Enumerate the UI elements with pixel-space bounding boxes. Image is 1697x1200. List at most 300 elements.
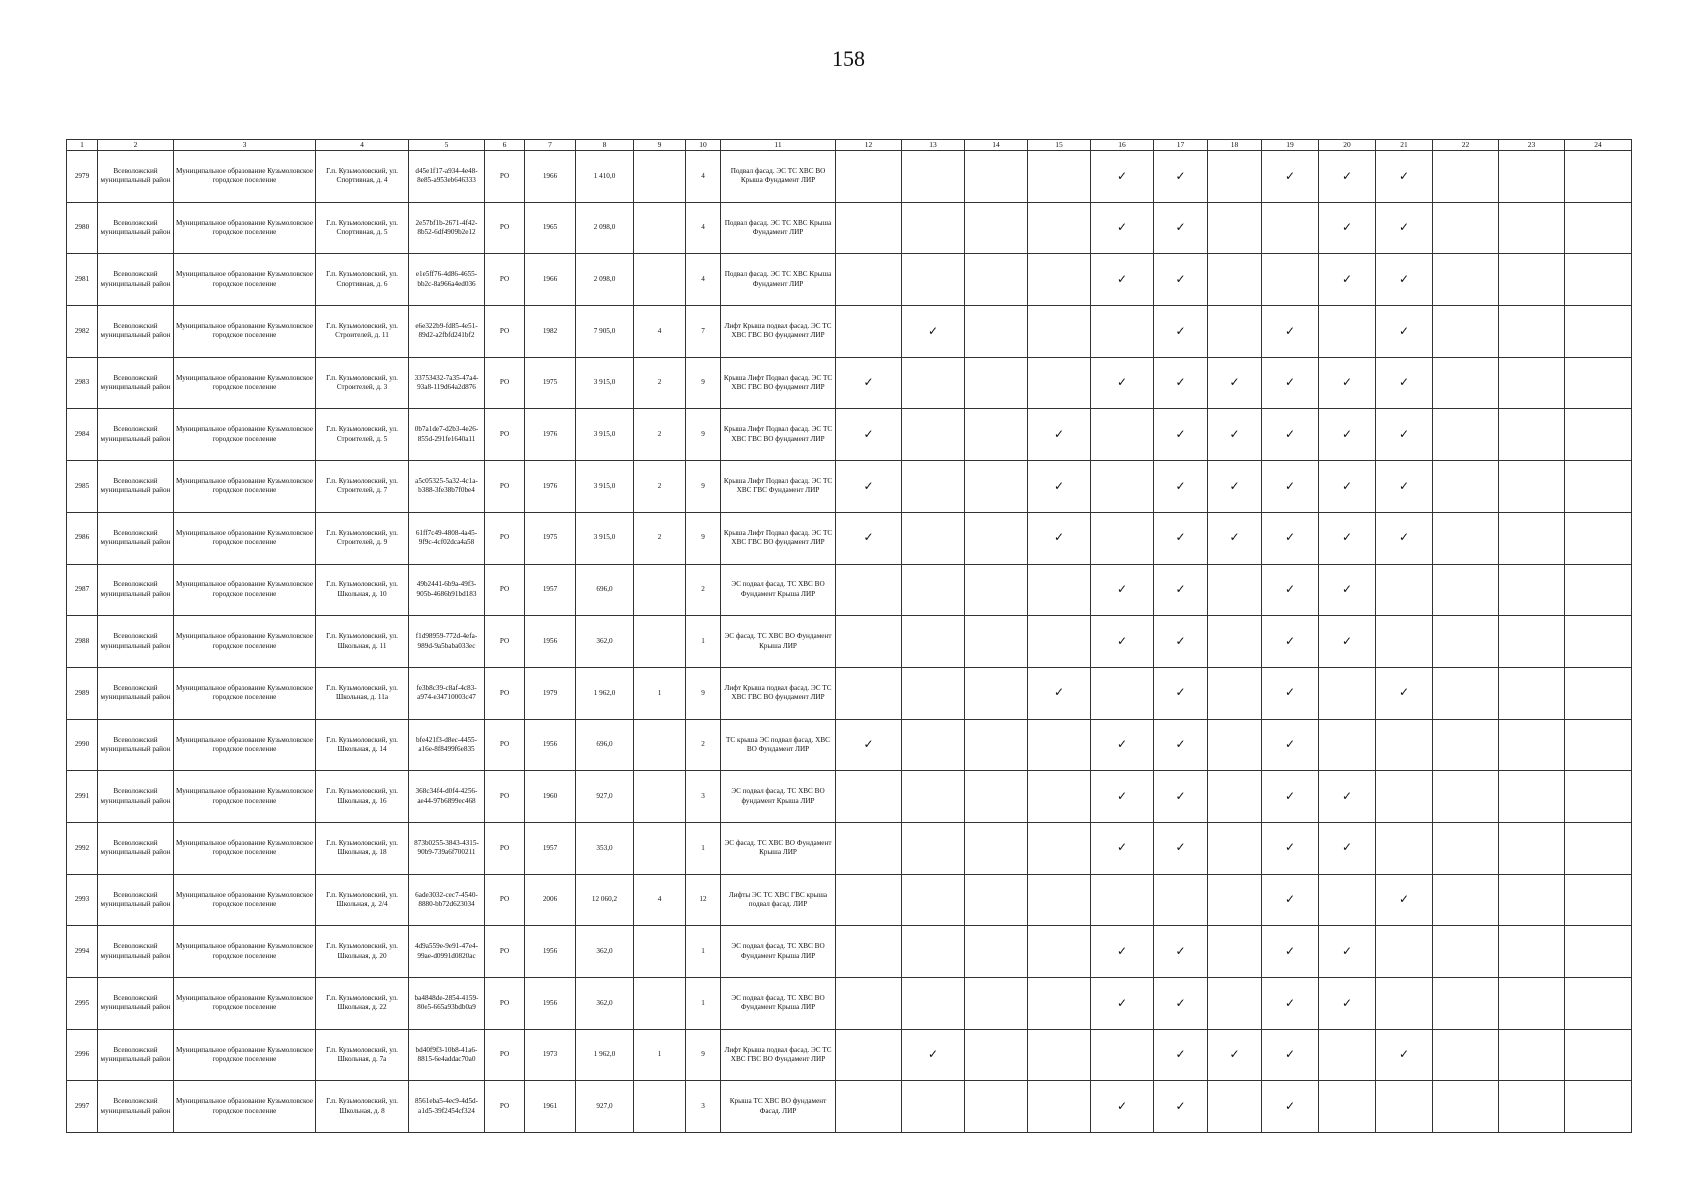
empty-cell [1433,151,1499,203]
row-number-cell: 2994 [67,926,98,978]
empty-cell [1376,564,1433,616]
empty-cell [1433,1081,1499,1133]
empty-cell [836,564,902,616]
empty-cell [1028,1029,1091,1081]
empty-cell [1565,667,1632,719]
district-cell: Всеволожский муниципальный район [98,926,174,978]
empty-cell [836,1029,902,1081]
empty-cell [1208,151,1262,203]
empty-cell [1433,874,1499,926]
area-cell: 927,0 [576,771,634,823]
table-row [67,564,1632,616]
elevators-cell [634,202,686,254]
district-cell: Всеволожский муниципальный район [98,978,174,1030]
empty-cell [1565,771,1632,823]
works-description-cell: Лифт Крыша подвал фасад. ЭС ТС ХВС ГВС ВО фундамент ЛИР [721,306,836,358]
empty-cell [1499,667,1565,719]
column-header-10: 10 [686,140,721,151]
year-cell: 1956 [525,616,576,668]
floors-cell: 9 [686,667,721,719]
type-cell: РО [485,512,525,564]
row-number-cell: 2986 [67,512,98,564]
type-cell: РО [485,564,525,616]
table-row [67,202,1632,254]
elevators-cell [634,822,686,874]
empty-cell [836,151,902,203]
check-mark-icon: ✓ [1376,306,1433,358]
check-mark-icon: ✓ [1262,978,1319,1030]
check-mark-icon: ✓ [1154,926,1208,978]
elevators-cell: 4 [634,874,686,926]
check-mark-icon: ✓ [1091,1081,1154,1133]
check-mark-icon: ✓ [1091,926,1154,978]
guid-cell: 2e57bf1b-2671-4f42-8b52-6df4909b2e12 [409,202,485,254]
empty-cell [965,874,1028,926]
check-mark-icon: ✓ [1091,822,1154,874]
empty-cell [1208,874,1262,926]
area-cell: 353,0 [576,822,634,874]
empty-cell [1565,564,1632,616]
area-cell: 3 915,0 [576,512,634,564]
check-mark-icon: ✓ [1208,461,1262,513]
check-mark-icon: ✓ [1028,409,1091,461]
empty-cell [1028,357,1091,409]
empty-cell [1091,1029,1154,1081]
elevators-cell [634,719,686,771]
check-mark-icon: ✓ [1376,667,1433,719]
empty-cell [902,202,965,254]
guid-cell: bfe421f3-d8ec-4455-a16e-8f8499f6e835 [409,719,485,771]
check-mark-icon: ✓ [1154,771,1208,823]
empty-cell [1091,512,1154,564]
column-header-8: 8 [576,140,634,151]
guid-cell: e1e5ff76-4d86-4655-bb2c-8a966a4ed036 [409,254,485,306]
check-mark-icon: ✓ [1208,512,1262,564]
year-cell: 1966 [525,254,576,306]
table-row [67,926,1632,978]
empty-cell [965,822,1028,874]
check-mark-icon: ✓ [1208,357,1262,409]
empty-cell [1208,564,1262,616]
address-cell: Г.п. Кузьмоловский, ул. Школьная, д. 7а [316,1029,409,1081]
empty-cell [902,978,965,1030]
district-cell: Всеволожский муниципальный район [98,151,174,203]
table-row [67,512,1632,564]
floors-cell: 12 [686,874,721,926]
municipality-cell: Муниципальное образование Кузьмоловское городское поселение [174,1029,316,1081]
empty-cell [836,667,902,719]
column-header-24: 24 [1565,140,1632,151]
area-cell: 362,0 [576,926,634,978]
address-cell: Г.п. Кузьмоловский, ул. Строителей, д. 11 [316,306,409,358]
row-number-cell: 2980 [67,202,98,254]
empty-cell [1499,512,1565,564]
empty-cell [1499,1081,1565,1133]
check-mark-icon: ✓ [1154,719,1208,771]
check-mark-icon: ✓ [1319,616,1376,668]
check-mark-icon: ✓ [836,409,902,461]
municipality-cell: Муниципальное образование Кузьмоловское городское поселение [174,926,316,978]
empty-cell [1433,461,1499,513]
address-cell: Г.п. Кузьмоловский, ул. Строителей, д. 9 [316,512,409,564]
column-header-9: 9 [634,140,686,151]
check-mark-icon: ✓ [1091,564,1154,616]
year-cell: 1956 [525,978,576,1030]
check-mark-icon: ✓ [1262,616,1319,668]
empty-cell [1565,512,1632,564]
address-cell: Г.п. Кузьмоловский, ул. Школьная, д. 20 [316,926,409,978]
empty-cell [1091,461,1154,513]
empty-cell [1208,306,1262,358]
check-mark-icon: ✓ [1154,822,1208,874]
check-mark-icon: ✓ [1262,306,1319,358]
check-mark-icon: ✓ [1319,822,1376,874]
elevators-cell [634,151,686,203]
year-cell: 1956 [525,719,576,771]
column-header-13: 13 [902,140,965,151]
guid-cell: fe3b8c39-c8af-4c83-a974-e34710003c47 [409,667,485,719]
floors-cell: 1 [686,616,721,668]
check-mark-icon: ✓ [1319,151,1376,203]
check-mark-icon: ✓ [1262,357,1319,409]
district-cell: Всеволожский муниципальный район [98,564,174,616]
check-mark-icon: ✓ [1319,512,1376,564]
empty-cell [902,874,965,926]
guid-cell: 61ff7c49-4808-4a45-9f9c-4cf02dca4a58 [409,512,485,564]
check-mark-icon: ✓ [1154,1081,1208,1133]
empty-cell [1565,874,1632,926]
floors-cell: 4 [686,151,721,203]
column-header-4: 4 [316,140,409,151]
area-cell: 1 962,0 [576,667,634,719]
year-cell: 1982 [525,306,576,358]
row-number-cell: 2983 [67,357,98,409]
elevators-cell: 2 [634,409,686,461]
empty-cell [902,357,965,409]
empty-cell [1499,719,1565,771]
empty-cell [1499,564,1565,616]
area-cell: 3 915,0 [576,409,634,461]
empty-cell [1433,771,1499,823]
empty-cell [1319,1081,1376,1133]
empty-cell [1208,719,1262,771]
column-header-22: 22 [1433,140,1499,151]
check-mark-icon: ✓ [1376,254,1433,306]
check-mark-icon: ✓ [1262,409,1319,461]
empty-cell [1499,202,1565,254]
empty-cell [902,667,965,719]
works-description-cell: Лифт Крыша подвал фасад. ЭС ТС ХВС ГВС ВО фундамент ЛИР [721,667,836,719]
table-row [67,151,1632,203]
empty-cell [965,461,1028,513]
year-cell: 1961 [525,1081,576,1133]
district-cell: Всеволожский муниципальный район [98,512,174,564]
address-cell: Г.п. Кузьмоловский, ул. Строителей, д. 5 [316,409,409,461]
empty-cell [1565,978,1632,1030]
row-number-cell: 2992 [67,822,98,874]
table-row [67,409,1632,461]
empty-cell [836,822,902,874]
empty-cell [1028,926,1091,978]
elevators-cell: 1 [634,667,686,719]
empty-cell [1433,512,1499,564]
check-mark-icon: ✓ [902,1029,965,1081]
check-mark-icon: ✓ [1319,978,1376,1030]
check-mark-icon: ✓ [1208,1029,1262,1081]
empty-cell [1433,564,1499,616]
empty-cell [1028,1081,1091,1133]
row-number-cell: 2993 [67,874,98,926]
column-header-5: 5 [409,140,485,151]
empty-cell [1208,771,1262,823]
address-cell: Г.п. Кузьмоловский, ул. Школьная, д. 2/4 [316,874,409,926]
empty-cell [1565,254,1632,306]
table-row [67,1081,1632,1133]
area-cell: 3 915,0 [576,357,634,409]
column-header-18: 18 [1208,140,1262,151]
check-mark-icon: ✓ [1091,151,1154,203]
check-mark-icon: ✓ [1154,978,1208,1030]
row-number-cell: 2981 [67,254,98,306]
empty-cell [1499,357,1565,409]
area-cell: 1 962,0 [576,1029,634,1081]
empty-cell [1028,151,1091,203]
empty-cell [902,926,965,978]
table-row [67,874,1632,926]
empty-cell [836,202,902,254]
empty-cell [1091,409,1154,461]
empty-cell [902,771,965,823]
empty-cell [902,616,965,668]
works-description-cell: ЭС подвал фасад. ТС ХВС ВО фундамент Крыша ЛИР [721,771,836,823]
type-cell: РО [485,1029,525,1081]
check-mark-icon: ✓ [1091,202,1154,254]
floors-cell: 3 [686,1081,721,1133]
municipality-cell: Муниципальное образование Кузьмоловское городское поселение [174,667,316,719]
works-description-cell: Лифт Крыша подвал фасад. ЭС ТС ХВС ГВС ВО Фундамент ЛИР [721,1029,836,1081]
empty-cell [965,978,1028,1030]
column-header-14: 14 [965,140,1028,151]
column-header-7: 7 [525,140,576,151]
empty-cell [902,822,965,874]
check-mark-icon: ✓ [1262,564,1319,616]
check-mark-icon: ✓ [1376,151,1433,203]
empty-cell [1319,874,1376,926]
empty-cell [1028,822,1091,874]
address-cell: Г.п. Кузьмоловский, ул. Школьная, д. 11а [316,667,409,719]
elevators-cell [634,254,686,306]
municipality-cell: Муниципальное образование Кузьмоловское городское поселение [174,978,316,1030]
works-description-cell: Крыша Лифт Подвал фасад. ЭС ТС ХВС ГВС ВО фундамент ЛИР [721,512,836,564]
year-cell: 1979 [525,667,576,719]
row-number-cell: 2997 [67,1081,98,1133]
check-mark-icon: ✓ [1028,667,1091,719]
empty-cell [1208,978,1262,1030]
row-number-cell: 2989 [67,667,98,719]
floors-cell: 9 [686,357,721,409]
floors-cell: 7 [686,306,721,358]
district-cell: Всеволожский муниципальный район [98,1081,174,1133]
column-header-19: 19 [1262,140,1319,151]
table-row [67,357,1632,409]
table-row [67,616,1632,668]
district-cell: Всеволожский муниципальный район [98,667,174,719]
area-cell: 2 098,0 [576,254,634,306]
year-cell: 1965 [525,202,576,254]
check-mark-icon: ✓ [1154,306,1208,358]
district-cell: Всеволожский муниципальный район [98,461,174,513]
row-number-cell: 2985 [67,461,98,513]
empty-cell [1028,202,1091,254]
empty-cell [965,771,1028,823]
empty-cell [965,151,1028,203]
empty-cell [1499,616,1565,668]
address-cell: Г.п. Кузьмоловский, ул. Спортивная, д. 4 [316,151,409,203]
guid-cell: a5c05325-5a32-4c1a-b388-3fe38b7f0be4 [409,461,485,513]
address-cell: Г.п. Кузьмоловский, ул. Школьная, д. 10 [316,564,409,616]
empty-cell [1208,822,1262,874]
check-mark-icon: ✓ [1262,874,1319,926]
empty-cell [902,564,965,616]
floors-cell: 2 [686,564,721,616]
empty-cell [1433,254,1499,306]
works-description-cell: Крыша Лифт Подвал фасад. ЭС ТС ХВС ГВС ВО фундамент ЛИР [721,357,836,409]
empty-cell [1154,874,1208,926]
empty-cell [1028,719,1091,771]
type-cell: РО [485,667,525,719]
type-cell: РО [485,719,525,771]
check-mark-icon: ✓ [1319,202,1376,254]
check-mark-icon: ✓ [1319,926,1376,978]
empty-cell [1433,926,1499,978]
works-description-cell: Лифты ЭС ТС ХВС ГВС крыша подвал фасад. ЛИР [721,874,836,926]
check-mark-icon: ✓ [1262,667,1319,719]
check-mark-icon: ✓ [1376,1029,1433,1081]
elevators-cell: 2 [634,461,686,513]
empty-cell [965,254,1028,306]
address-cell: Г.п. Кузьмоловский, ул. Строителей, д. 7 [316,461,409,513]
municipality-cell: Муниципальное образование Кузьмоловское городское поселение [174,874,316,926]
works-description-cell: ЭС подвал фасад. ТС ХВС ВО Фундамент Крыша ЛИР [721,978,836,1030]
check-mark-icon: ✓ [1091,771,1154,823]
municipality-cell: Муниципальное образование Кузьмоловское городское поселение [174,357,316,409]
empty-cell [1319,719,1376,771]
floors-cell: 4 [686,202,721,254]
table-body [67,151,1632,1133]
year-cell: 1960 [525,771,576,823]
empty-cell [1091,667,1154,719]
check-mark-icon: ✓ [1028,461,1091,513]
empty-cell [1319,1029,1376,1081]
district-cell: Всеволожский муниципальный район [98,719,174,771]
municipality-cell: Муниципальное образование Кузьмоловское городское поселение [174,151,316,203]
empty-cell [1208,1081,1262,1133]
elevators-cell [634,1081,686,1133]
empty-cell [1028,254,1091,306]
type-cell: РО [485,254,525,306]
empty-cell [1028,616,1091,668]
year-cell: 1957 [525,822,576,874]
municipality-cell: Муниципальное образование Кузьмоловское городское поселение [174,512,316,564]
works-description-cell: Крыша Лифт Подвал фасад. ЭС ТС ХВС ГВС Фундамент ЛИР [721,461,836,513]
address-cell: Г.п. Кузьмоловский, ул. Школьная, д. 16 [316,771,409,823]
empty-cell [1208,254,1262,306]
column-header-11: 11 [721,140,836,151]
area-cell: 696,0 [576,564,634,616]
check-mark-icon: ✓ [1376,202,1433,254]
guid-cell: 4d9a559e-9e91-47e4-99ae-d0991d0820ac [409,926,485,978]
empty-cell [1208,202,1262,254]
floors-cell: 1 [686,978,721,1030]
address-cell: Г.п. Кузьмоловский, ул. Школьная, д. 11 [316,616,409,668]
empty-cell [965,409,1028,461]
empty-cell [1499,926,1565,978]
empty-cell [1565,409,1632,461]
check-mark-icon: ✓ [1154,616,1208,668]
empty-cell [836,874,902,926]
column-header-23: 23 [1499,140,1565,151]
empty-cell [1565,616,1632,668]
empty-cell [1565,357,1632,409]
type-cell: РО [485,151,525,203]
check-mark-icon: ✓ [1091,978,1154,1030]
guid-cell: ba4848de-2854-4159-80e5-665a93bdb0a9 [409,978,485,1030]
check-mark-icon: ✓ [902,306,965,358]
year-cell: 1976 [525,461,576,513]
guid-cell: 368c34f4-d0f4-4256-ae44-97b6899ec468 [409,771,485,823]
empty-cell [836,978,902,1030]
check-mark-icon: ✓ [1376,874,1433,926]
empty-cell [902,409,965,461]
row-number-cell: 2996 [67,1029,98,1081]
empty-cell [965,926,1028,978]
elevators-cell: 2 [634,512,686,564]
empty-cell [1565,822,1632,874]
floors-cell: 1 [686,926,721,978]
works-description-cell: ЭС подвал фасад. ТС ХВС ВО Фундамент Крыша ЛИР [721,564,836,616]
type-cell: РО [485,1081,525,1133]
column-header-12: 12 [836,140,902,151]
row-number-cell: 2979 [67,151,98,203]
row-number-cell: 2984 [67,409,98,461]
municipality-cell: Муниципальное образование Кузьмоловское городское поселение [174,719,316,771]
elevators-cell [634,978,686,1030]
empty-cell [1433,667,1499,719]
works-description-cell: ЭС фасад. ТС ХВС ВО Фундамент Крыша ЛИР [721,616,836,668]
empty-cell [1499,306,1565,358]
empty-cell [1376,1081,1433,1133]
table-row [67,822,1632,874]
empty-cell [1028,771,1091,823]
district-cell: Всеволожский муниципальный район [98,771,174,823]
check-mark-icon: ✓ [1262,512,1319,564]
empty-cell [965,1081,1028,1133]
check-mark-icon: ✓ [836,719,902,771]
empty-cell [1499,978,1565,1030]
check-mark-icon: ✓ [1154,1029,1208,1081]
check-mark-icon: ✓ [1091,616,1154,668]
works-description-cell: Крыша Лифт Подвал фасад. ЭС ТС ХВС ГВС ВО фундамент ЛИР [721,409,836,461]
empty-cell [1433,616,1499,668]
guid-cell: bd40f9f3-10b8-41a6-8815-6e4addac70a0 [409,1029,485,1081]
area-cell: 1 410,0 [576,151,634,203]
district-cell: Всеволожский муниципальный район [98,1029,174,1081]
district-cell: Всеволожский муниципальный район [98,357,174,409]
check-mark-icon: ✓ [1319,409,1376,461]
check-mark-icon: ✓ [1154,461,1208,513]
year-cell: 1956 [525,926,576,978]
year-cell: 1966 [525,151,576,203]
